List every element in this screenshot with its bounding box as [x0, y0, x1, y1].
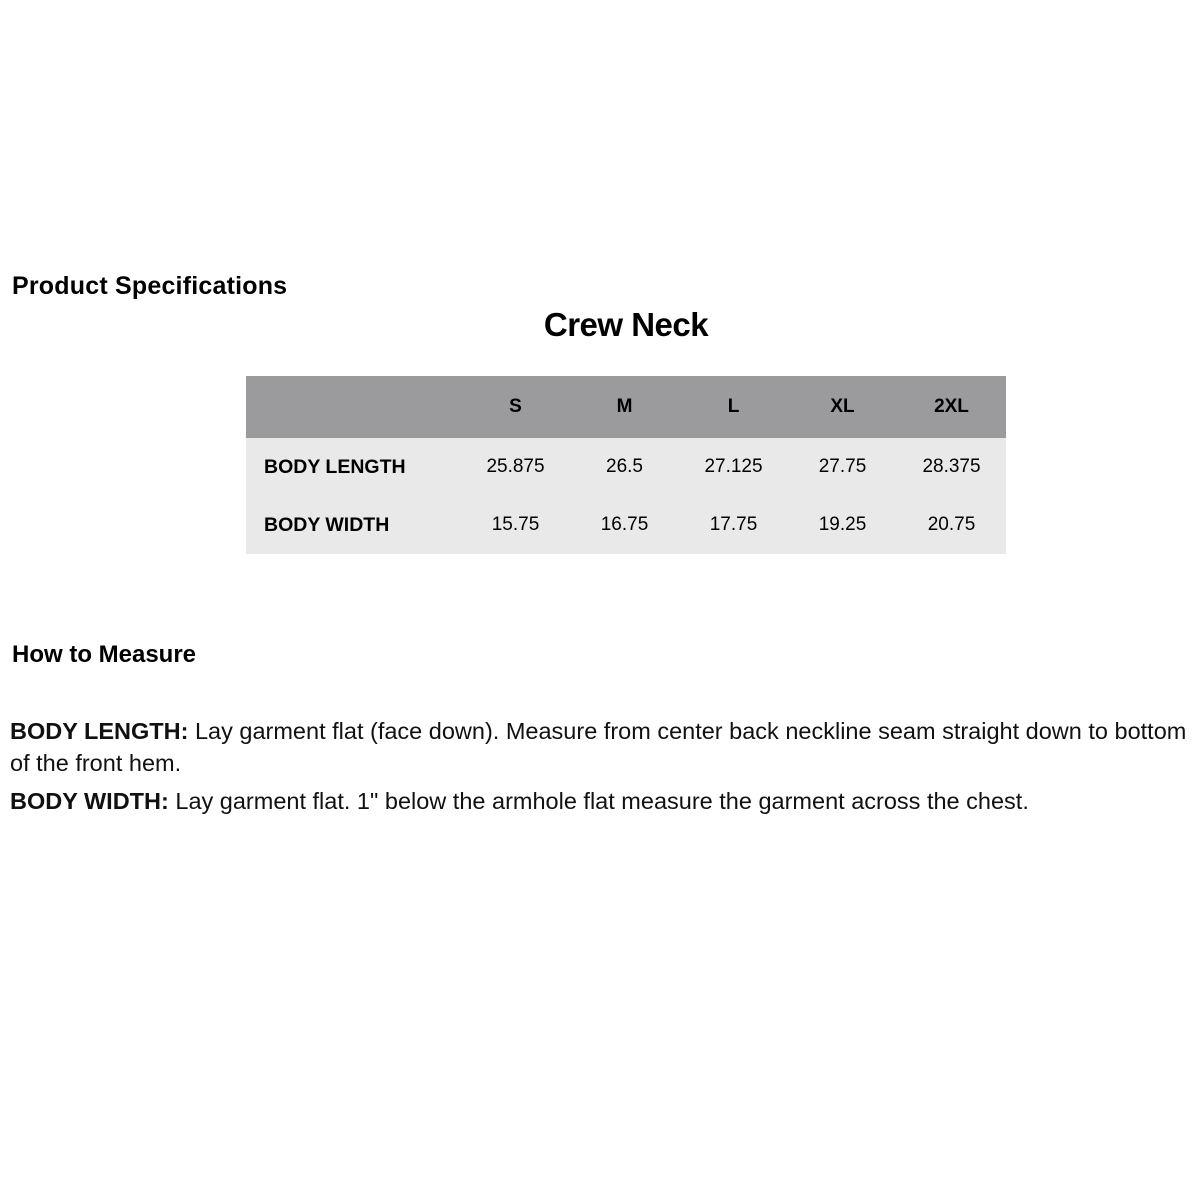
column-header-2xl: 2XL [934, 396, 969, 417]
row-label-body-length: BODY LENGTH [264, 455, 406, 478]
measure-description-body-length: Lay garment flat (face down). Measure from center back neckline seam straight down to bottom of the front hem. [10, 718, 1187, 776]
cell-body-length-xl: 27.75 [818, 456, 867, 477]
table-row [246, 438, 1006, 496]
cell-body-width-2xl: 20.75 [927, 514, 976, 535]
size-chart-header [246, 376, 1006, 438]
cell-body-width-s: 15.75 [491, 514, 540, 535]
cell-body-length-s: 25.875 [486, 456, 545, 477]
size-chart-table [246, 376, 1006, 554]
cell-body-length-m: 26.5 [606, 456, 643, 477]
measure-instruction-body-length [10, 715, 1192, 779]
how-to-measure-text [10, 715, 1192, 817]
measure-term-body-length: BODY LENGTH: [10, 718, 189, 744]
cell-body-width-xl: 19.25 [818, 514, 867, 535]
column-header-s: S [509, 396, 522, 417]
measure-description-body-width: Lay garment flat. 1" below the armhole flat measure the garment across the chest. [168, 788, 1029, 814]
product-specifications-heading: Product Specifications [12, 272, 288, 300]
row-label-body-width: BODY WIDTH [264, 513, 390, 536]
table-header-row [246, 376, 1006, 438]
column-header-l: L [727, 396, 740, 417]
column-header-measurement [246, 376, 461, 438]
column-header-m: M [616, 396, 633, 417]
measure-instruction-body-width [10, 785, 1192, 817]
table-row [246, 496, 1006, 554]
measure-term-body-width: BODY WIDTH: [10, 788, 169, 814]
cell-body-length-l: 27.125 [704, 456, 763, 477]
size-chart-title: Crew Neck [543, 306, 709, 343]
cell-body-width-m: 16.75 [600, 514, 649, 535]
size-chart-body [246, 438, 1006, 554]
column-header-xl: XL [830, 396, 855, 417]
how-to-measure-heading: How to Measure [12, 641, 197, 668]
cell-body-width-l: 17.75 [709, 514, 758, 535]
cell-body-length-2xl: 28.375 [922, 456, 981, 477]
